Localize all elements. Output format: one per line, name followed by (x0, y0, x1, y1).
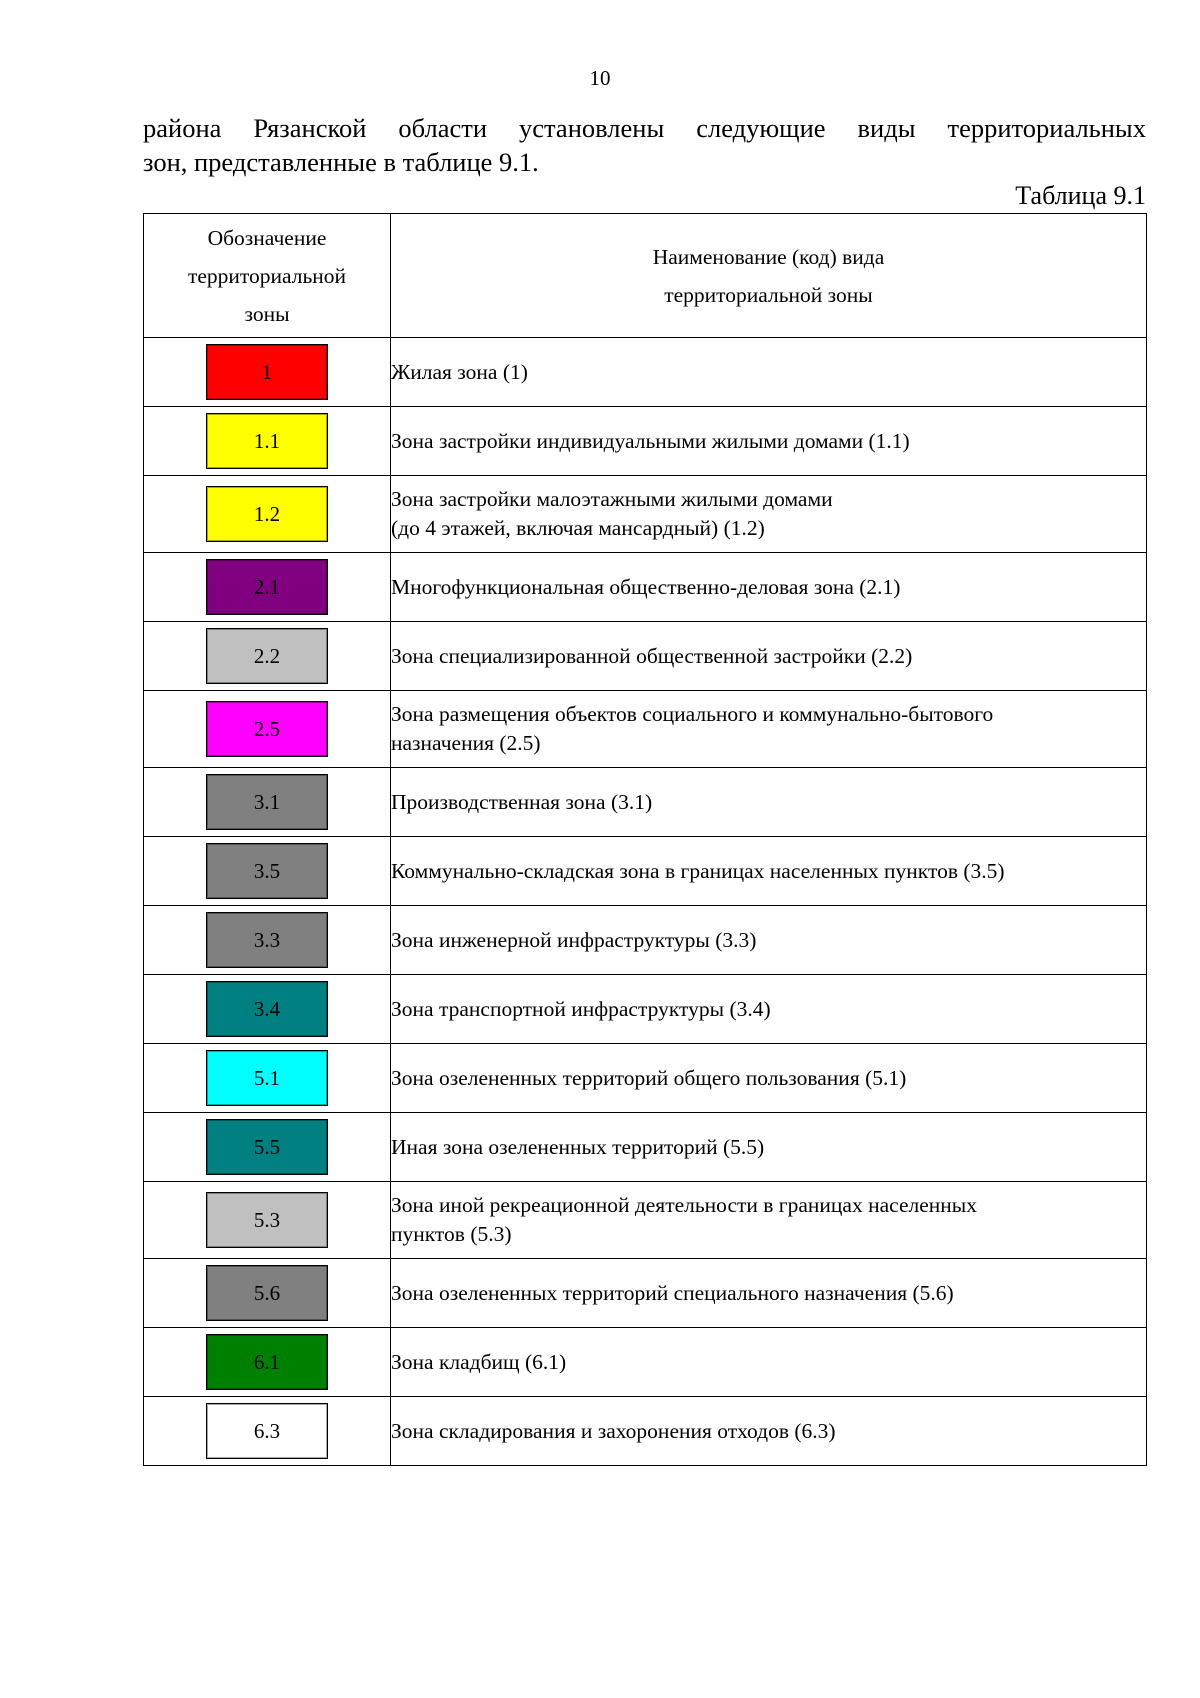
table-row (144, 975, 1147, 1044)
zone-name-cell (391, 1044, 1147, 1113)
zone-color-swatch: 5.5 (206, 1119, 328, 1175)
table-row (144, 1044, 1147, 1113)
zone-name-line-1: Зона кладбищ (6.1) (391, 1349, 567, 1374)
zone-symbol-cell (144, 622, 391, 691)
zone-name-cell (391, 338, 1147, 407)
table-row (144, 768, 1147, 837)
zone-name-cell (391, 1113, 1147, 1182)
header-designation-line-3: зоны (244, 301, 290, 326)
zone-color-swatch: 2.5 (206, 701, 328, 757)
zone-name-line-1: Иная зона озелененных территорий (5.5) (391, 1134, 765, 1159)
zone-symbol-cell (144, 1182, 391, 1259)
zone-symbol-cell (144, 338, 391, 407)
zone-color-swatch: 3.1 (206, 774, 328, 830)
zone-symbol-cell (144, 768, 391, 837)
table-row (144, 1182, 1147, 1259)
zone-name-line-2: (до 4 этажей, включая мансардный) (1.2) (391, 516, 765, 540)
zone-name-cell (391, 768, 1147, 837)
zone-color-swatch: 1 (206, 344, 328, 400)
intro-line-2: зон, представленные в таблице 9.1. (143, 147, 539, 177)
table-caption: Таблица 9.1 (1015, 181, 1146, 210)
zone-color-swatch: 6.3 (206, 1403, 328, 1459)
zone-name-cell (391, 553, 1147, 622)
table-row (144, 1397, 1147, 1466)
zone-symbol-cell (144, 1328, 391, 1397)
table-header-row (144, 214, 1147, 338)
table-row (144, 691, 1147, 768)
zone-symbol-cell (144, 837, 391, 906)
zone-name-cell (391, 1397, 1147, 1466)
zone-color-swatch: 5.3 (206, 1192, 328, 1248)
header-designation-line-1: Обозначение (207, 225, 327, 250)
zone-name-cell (391, 622, 1147, 691)
zone-name-line-1: Зона застройки индивидуальными жилыми домами (1.1) (391, 428, 910, 453)
page-number: 10 (589, 66, 611, 90)
zone-name-line-1: Зона иной рекреационной деятельности в границах населенных (391, 1193, 977, 1217)
zone-name-cell (391, 407, 1147, 476)
zone-symbol-cell (144, 407, 391, 476)
zone-name-line-1: Зона застройки малоэтажными жилыми домами (391, 487, 833, 511)
zone-color-swatch: 3.3 (206, 912, 328, 968)
table-row (144, 338, 1147, 407)
intro-line-1: района Рязанской области установлены следующие виды территориальных (143, 113, 1146, 143)
zone-name-line-1: Зона специализированной общественной застройки (2.2) (391, 643, 913, 668)
zone-name-line-1: Зона транспортной инфраструктуры (3.4) (391, 996, 771, 1021)
zone-color-swatch: 6.1 (206, 1334, 328, 1390)
zone-name-cell (391, 1328, 1147, 1397)
header-zone-name-line-2: территориальной зоны (664, 282, 873, 307)
intro-paragraph (143, 111, 1146, 179)
table-row (144, 1259, 1147, 1328)
zone-name-line-2: назначения (2.5) (391, 731, 541, 755)
zone-symbol-cell (144, 1113, 391, 1182)
header-designation (144, 214, 391, 338)
zone-name-cell (391, 906, 1147, 975)
zone-name-line-1: Зона размещения объектов социального и коммунально-бытового (391, 702, 994, 726)
zones-table (143, 213, 1147, 1466)
zone-name-line-1: Многофункциональная общественно-деловая зона (2.1) (391, 574, 901, 599)
zone-name-line-1: Зона складирования и захоронения отходов (6.3) (391, 1418, 836, 1443)
zone-symbol-cell (144, 1259, 391, 1328)
zone-name-cell (391, 975, 1147, 1044)
zone-symbol-cell (144, 975, 391, 1044)
zone-symbol-cell (144, 553, 391, 622)
table-row (144, 1328, 1147, 1397)
zone-color-swatch: 3.5 (206, 843, 328, 899)
zone-name-line-1: Жилая зона (1) (391, 359, 528, 384)
table-row (144, 553, 1147, 622)
zone-name-line-1: Зона озелененных территорий специального назначения (5.6) (391, 1280, 954, 1305)
zone-symbol-cell (144, 1397, 391, 1466)
zone-name-cell (391, 837, 1147, 906)
zone-symbol-cell (144, 906, 391, 975)
table-row (144, 906, 1147, 975)
zone-name-line-1: Производственная зона (3.1) (391, 789, 653, 814)
zone-color-swatch: 5.6 (206, 1265, 328, 1321)
zone-symbol-cell (144, 691, 391, 768)
zone-symbol-cell (144, 1044, 391, 1113)
table-row (144, 1113, 1147, 1182)
header-zone-name (391, 214, 1147, 338)
header-designation-line-2: территориальной (187, 263, 347, 288)
zone-color-swatch: 2.1 (206, 559, 328, 615)
table-row (144, 407, 1147, 476)
zone-name-line-1: Коммунально-складская зона в границах населенных пунктов (3.5) (391, 858, 1005, 883)
zone-color-swatch: 2.2 (206, 628, 328, 684)
zone-name-cell (391, 1259, 1147, 1328)
zone-name-cell (391, 691, 1147, 768)
zone-color-swatch: 1.2 (206, 486, 328, 542)
header-zone-name-line-1: Наименование (код) вида (652, 244, 885, 269)
zone-name-cell (391, 1182, 1147, 1259)
zone-name-line-1: Зона инженерной инфраструктуры (3.3) (391, 927, 757, 952)
table-row (144, 837, 1147, 906)
zone-color-swatch: 1.1 (206, 413, 328, 469)
zone-color-swatch: 3.4 (206, 981, 328, 1037)
table-row (144, 622, 1147, 691)
zone-color-swatch: 5.1 (206, 1050, 328, 1106)
zone-symbol-cell (144, 476, 391, 553)
table-row (144, 476, 1147, 553)
zone-rows (144, 338, 1147, 1466)
zone-name-cell (391, 476, 1147, 553)
zone-name-line-1: Зона озелененных территорий общего пользования (5.1) (391, 1065, 907, 1090)
zone-name-line-2: пунктов (5.3) (391, 1222, 512, 1246)
